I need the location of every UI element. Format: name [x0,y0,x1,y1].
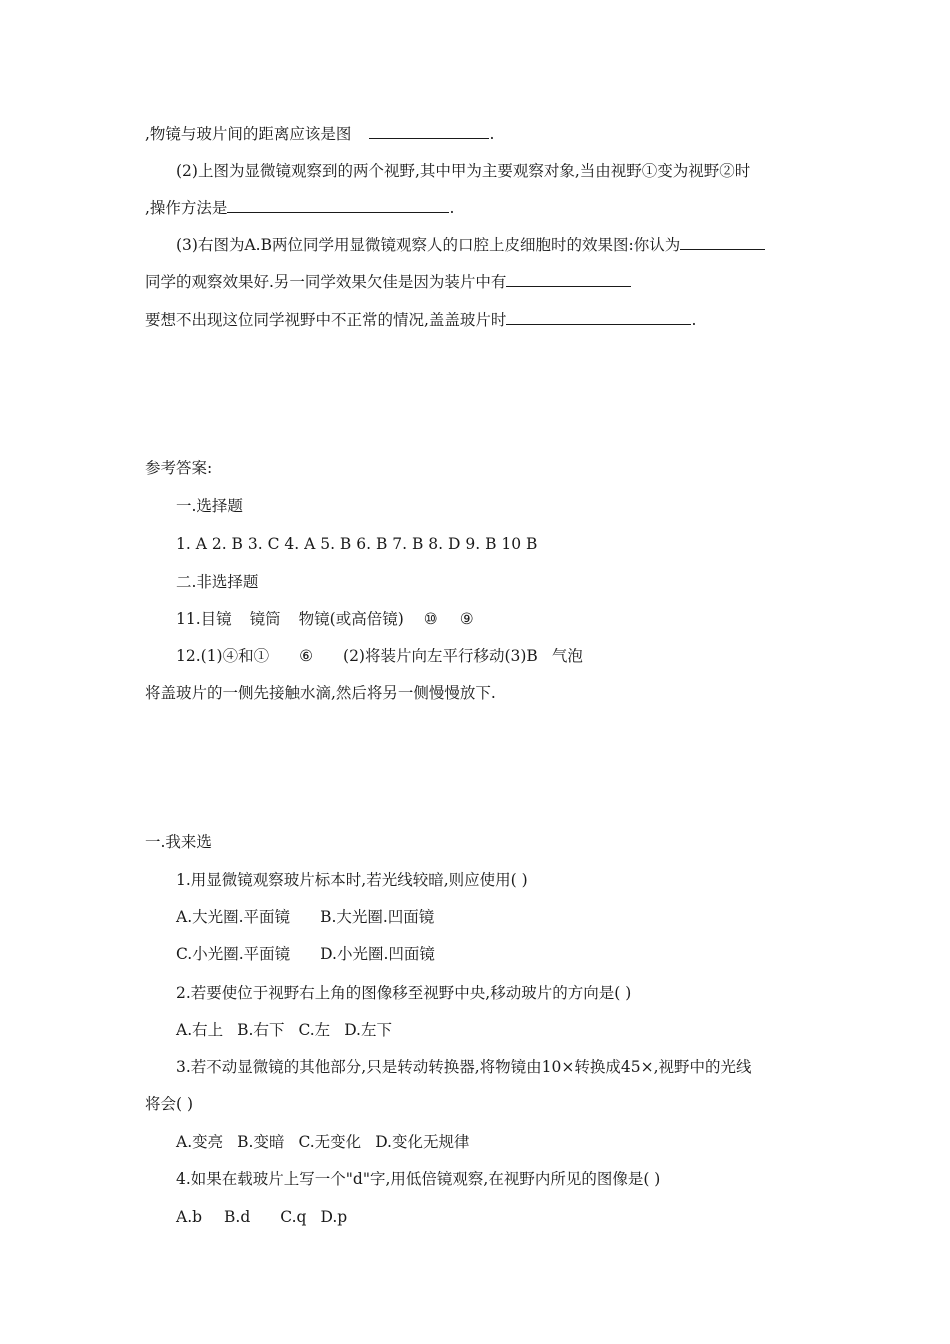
question-2: 2.若要使位于视野右上角的图像移至视野中央,移动玻片的方向是( ) [176,984,632,1002]
q12-part1-line [145,124,494,144]
answer-part: (2)将装片向左平行移动(3)B [343,647,538,665]
option-a[interactable]: A.变亮 [176,1133,224,1151]
question-1-options-row2 [176,944,435,964]
option-b[interactable]: B.变暗 [237,1133,285,1151]
line-end: . [691,311,697,329]
answer-blank[interactable] [369,124,489,139]
option-c[interactable]: C.小光圈.平面镜 [176,945,291,963]
answer-blank[interactable] [227,198,449,213]
q12-part2-operation-line [145,198,454,218]
answer-part: 气泡 [551,647,583,665]
option-d[interactable]: D.变化无规律 [375,1133,470,1151]
line-text: 同学的观察效果好.另一同学效果欠佳是因为装片中有 [145,273,507,291]
answer-q12 [176,646,583,666]
answer-part: ⑩ [423,610,438,628]
option-c[interactable]: C.左 [298,1021,331,1039]
line-text: ,操作方法是 [145,199,228,217]
option-c[interactable]: C.无变化 [298,1133,362,1151]
question-3-line2: 将会( ) [145,1095,194,1113]
option-b[interactable]: B.右下 [237,1021,285,1039]
line-text: ,物镜与玻片间的距离应该是图 [145,125,352,143]
answer-q12-cont: 将盖玻片的一侧先接触水滴,然后将另一侧慢慢放下. [145,684,496,702]
quiz-heading: 一.我来选 [145,833,212,851]
option-a[interactable]: A.右上 [176,1021,224,1039]
answer-blank[interactable] [506,310,691,325]
question-1: 1.用显微镜观察玻片标本时,若光线较暗,则应使用( ) [176,871,528,889]
option-d[interactable]: D.p [320,1208,348,1226]
answer-part: ⑥ [299,647,314,665]
option-d[interactable]: D.小光圈.凹面镜 [320,945,435,963]
option-b[interactable]: B.d [224,1208,251,1226]
q12-part2-line: (2)上图为显微镜观察到的两个视野,其中甲为主要观察对象,当由视野①变为视野②时 [176,162,751,180]
answer-part: ⑨ [459,610,474,628]
question-4: 4.如果在载玻片上写一个"d"字,用低倍镜观察,在视野内所见的图像是( ) [176,1170,661,1188]
answers-heading: 参考答案: [145,459,213,477]
line-end: . [489,125,495,143]
answer-part: 镜筒 [249,610,281,628]
answer-part: 物镜(或高倍镜) [298,610,404,628]
question-3-options [176,1132,470,1152]
answer-q11 [176,609,474,629]
q12-part3-line [176,235,765,255]
answer-blank[interactable] [680,235,765,250]
question-4-options [176,1207,347,1227]
option-d[interactable]: D.左下 [344,1021,392,1039]
answers-choices: 1. A 2. B 3. C 4. A 5. B 6. B 7. B 8. D 9. B 10 B [176,535,538,553]
option-b[interactable]: B.大光圈.凹面镜 [320,908,435,926]
line-text: (3)右图为A.B两位同学用显微镜观察人的口腔上皮细胞时的效果图:你认为 [176,236,681,254]
answers-section2: 二.非选择题 [176,573,259,591]
line-text: 要想不出现这位同学视野中不正常的情况,盖盖玻片时 [145,311,507,329]
q12-part3-coverslip-line [145,310,696,330]
option-c[interactable]: C.q [280,1208,307,1226]
answers-section1: 一.选择题 [176,497,243,515]
question-2-options [176,1020,392,1040]
line-end: . [449,199,455,217]
question-1-options-row1 [176,907,434,927]
answer-part: 12.(1)④和① [176,647,270,665]
question-3-line1: 3.若不动显微镜的其他部分,只是转动转换器,将物镜由10×转换成45×,视野中的光线 [176,1058,752,1076]
q12-part3-cont-line [145,272,631,292]
answer-blank[interactable] [506,272,631,287]
option-a[interactable]: A.大光圈.平面镜 [176,908,291,926]
option-a[interactable]: A.b [176,1208,203,1226]
answer-part: 11.目镜 [176,610,232,628]
